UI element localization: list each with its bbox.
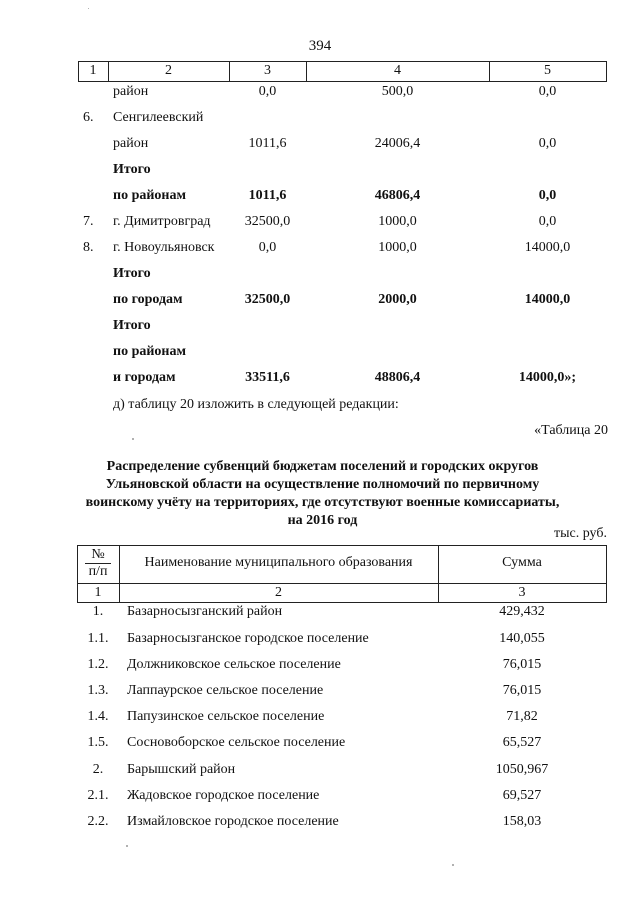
row-sum: 158,03 (502, 814, 542, 829)
table-label: «Таблица 20 (534, 423, 608, 438)
row-sum: 71,82 (506, 709, 538, 724)
row-name: Жадовское городское поселение (127, 788, 320, 803)
row-c5: 0,0 (538, 84, 557, 99)
row-sum: 76,015 (502, 657, 542, 672)
row-c3: 32500,0 (244, 214, 291, 229)
row-name: по городам (113, 292, 183, 307)
row-num: 1.5. (87, 735, 109, 750)
row-name: Измайловское городское поселение (127, 814, 339, 829)
row-c5: 14000,0 (524, 240, 571, 255)
row-c3: 1011,6 (248, 136, 287, 151)
row-num: 1.4. (87, 709, 109, 724)
row-num: 1. (92, 604, 104, 619)
row-c5: 0,0 (538, 214, 557, 229)
row-c4: 24006,4 (374, 136, 421, 151)
row-name: Папузинское сельское поселение (127, 709, 325, 724)
row-c4: 48806,4 (374, 370, 421, 385)
table1-colnum-5: 5 (544, 63, 551, 78)
row-num: 7. (83, 214, 94, 229)
row-num: 1.1. (87, 631, 109, 646)
row-name: Сосновоборское сельское поселение (127, 735, 346, 750)
table1-colnum-4: 4 (394, 63, 401, 78)
table2-colnum-1: 1 (94, 585, 102, 600)
heading-line-1: Распределение субвенций бюджетам поселений и городских округов (106, 459, 539, 474)
heading-line-2: Ульяновской области на осуществление полномочий по первичному (105, 477, 540, 492)
scan-speck (88, 8, 89, 9)
row-c3: 33511,6 (245, 370, 290, 385)
row-name: Итого (113, 266, 151, 281)
row-num: 2. (92, 762, 104, 777)
row-c3: 0,0 (258, 84, 277, 99)
row-c4: 1000,0 (378, 240, 417, 255)
heading-line-4: на 2016 год (287, 513, 358, 528)
row-sum: 65,527 (502, 735, 542, 750)
table2-num-header: № п/п (77, 547, 119, 580)
table2-sum-header: Сумма (502, 555, 542, 570)
row-c5: 14000,0»; (518, 370, 577, 385)
row-c4: 2000,0 (378, 292, 417, 307)
row-c3: 1011,6 (248, 188, 287, 203)
row-name: по районам (113, 188, 187, 203)
row-c4: 46806,4 (374, 188, 421, 203)
scan-speck (126, 845, 128, 847)
scan-speck (132, 438, 134, 440)
instruction-text: д) таблицу 20 изложить в следующей редакции: (113, 397, 399, 412)
row-sum: 429,432 (499, 604, 545, 619)
row-c3: 32500,0 (244, 292, 291, 307)
row-name: Сенгилеевский (113, 110, 204, 125)
units-label: тыс. руб. (554, 526, 607, 541)
row-num: 2.2. (87, 814, 109, 829)
row-name: и городам (113, 370, 176, 385)
table2-colnum-2: 2 (275, 585, 282, 600)
table1-colnum-1: 1 (89, 63, 97, 78)
row-c4: 1000,0 (378, 214, 417, 229)
row-name: Лаппаурское сельское поселение (127, 683, 324, 698)
row-name: г. Новоульяновск (113, 240, 215, 255)
table1-colnum-3: 3 (264, 63, 271, 78)
row-num: 1.2. (87, 657, 109, 672)
table1-colnum-2: 2 (165, 63, 172, 78)
row-num: 6. (83, 110, 94, 125)
row-c5: 0,0 (538, 188, 557, 203)
row-sum: 140,055 (499, 631, 545, 646)
scan-speck (452, 864, 454, 866)
row-num: 1.3. (87, 683, 109, 698)
row-name: Барышский район (127, 762, 236, 777)
table2-colnum-3: 3 (518, 585, 526, 600)
row-name: Итого (113, 318, 151, 333)
page-number: 394 (308, 38, 332, 54)
row-name: Базарносызганский район (127, 604, 283, 619)
row-num: 2.1. (87, 788, 109, 803)
row-name: по районам (113, 344, 187, 359)
row-sum: 69,527 (502, 788, 542, 803)
row-name: район (113, 84, 149, 99)
row-c5: 14000,0 (524, 292, 571, 307)
row-c3: 0,0 (258, 240, 277, 255)
row-c5: 0,0 (538, 136, 557, 151)
row-name: район (113, 136, 149, 151)
row-num: 8. (83, 240, 94, 255)
heading-line-3: воинскому учёту на территориях, где отсутствуют военные комиссариаты, (85, 495, 560, 510)
row-name: г. Димитровград (113, 214, 211, 229)
table2-name-header: Наименование муниципального образования (144, 555, 413, 570)
row-name: Итого (113, 162, 151, 177)
row-name: Базарносызганское городское поселение (127, 631, 369, 646)
table-heading (60, 458, 585, 530)
row-sum: 76,015 (502, 683, 542, 698)
row-sum: 1050,967 (495, 762, 549, 777)
row-name: Должниковское сельское поселение (127, 657, 341, 672)
row-c4: 500,0 (381, 84, 414, 99)
